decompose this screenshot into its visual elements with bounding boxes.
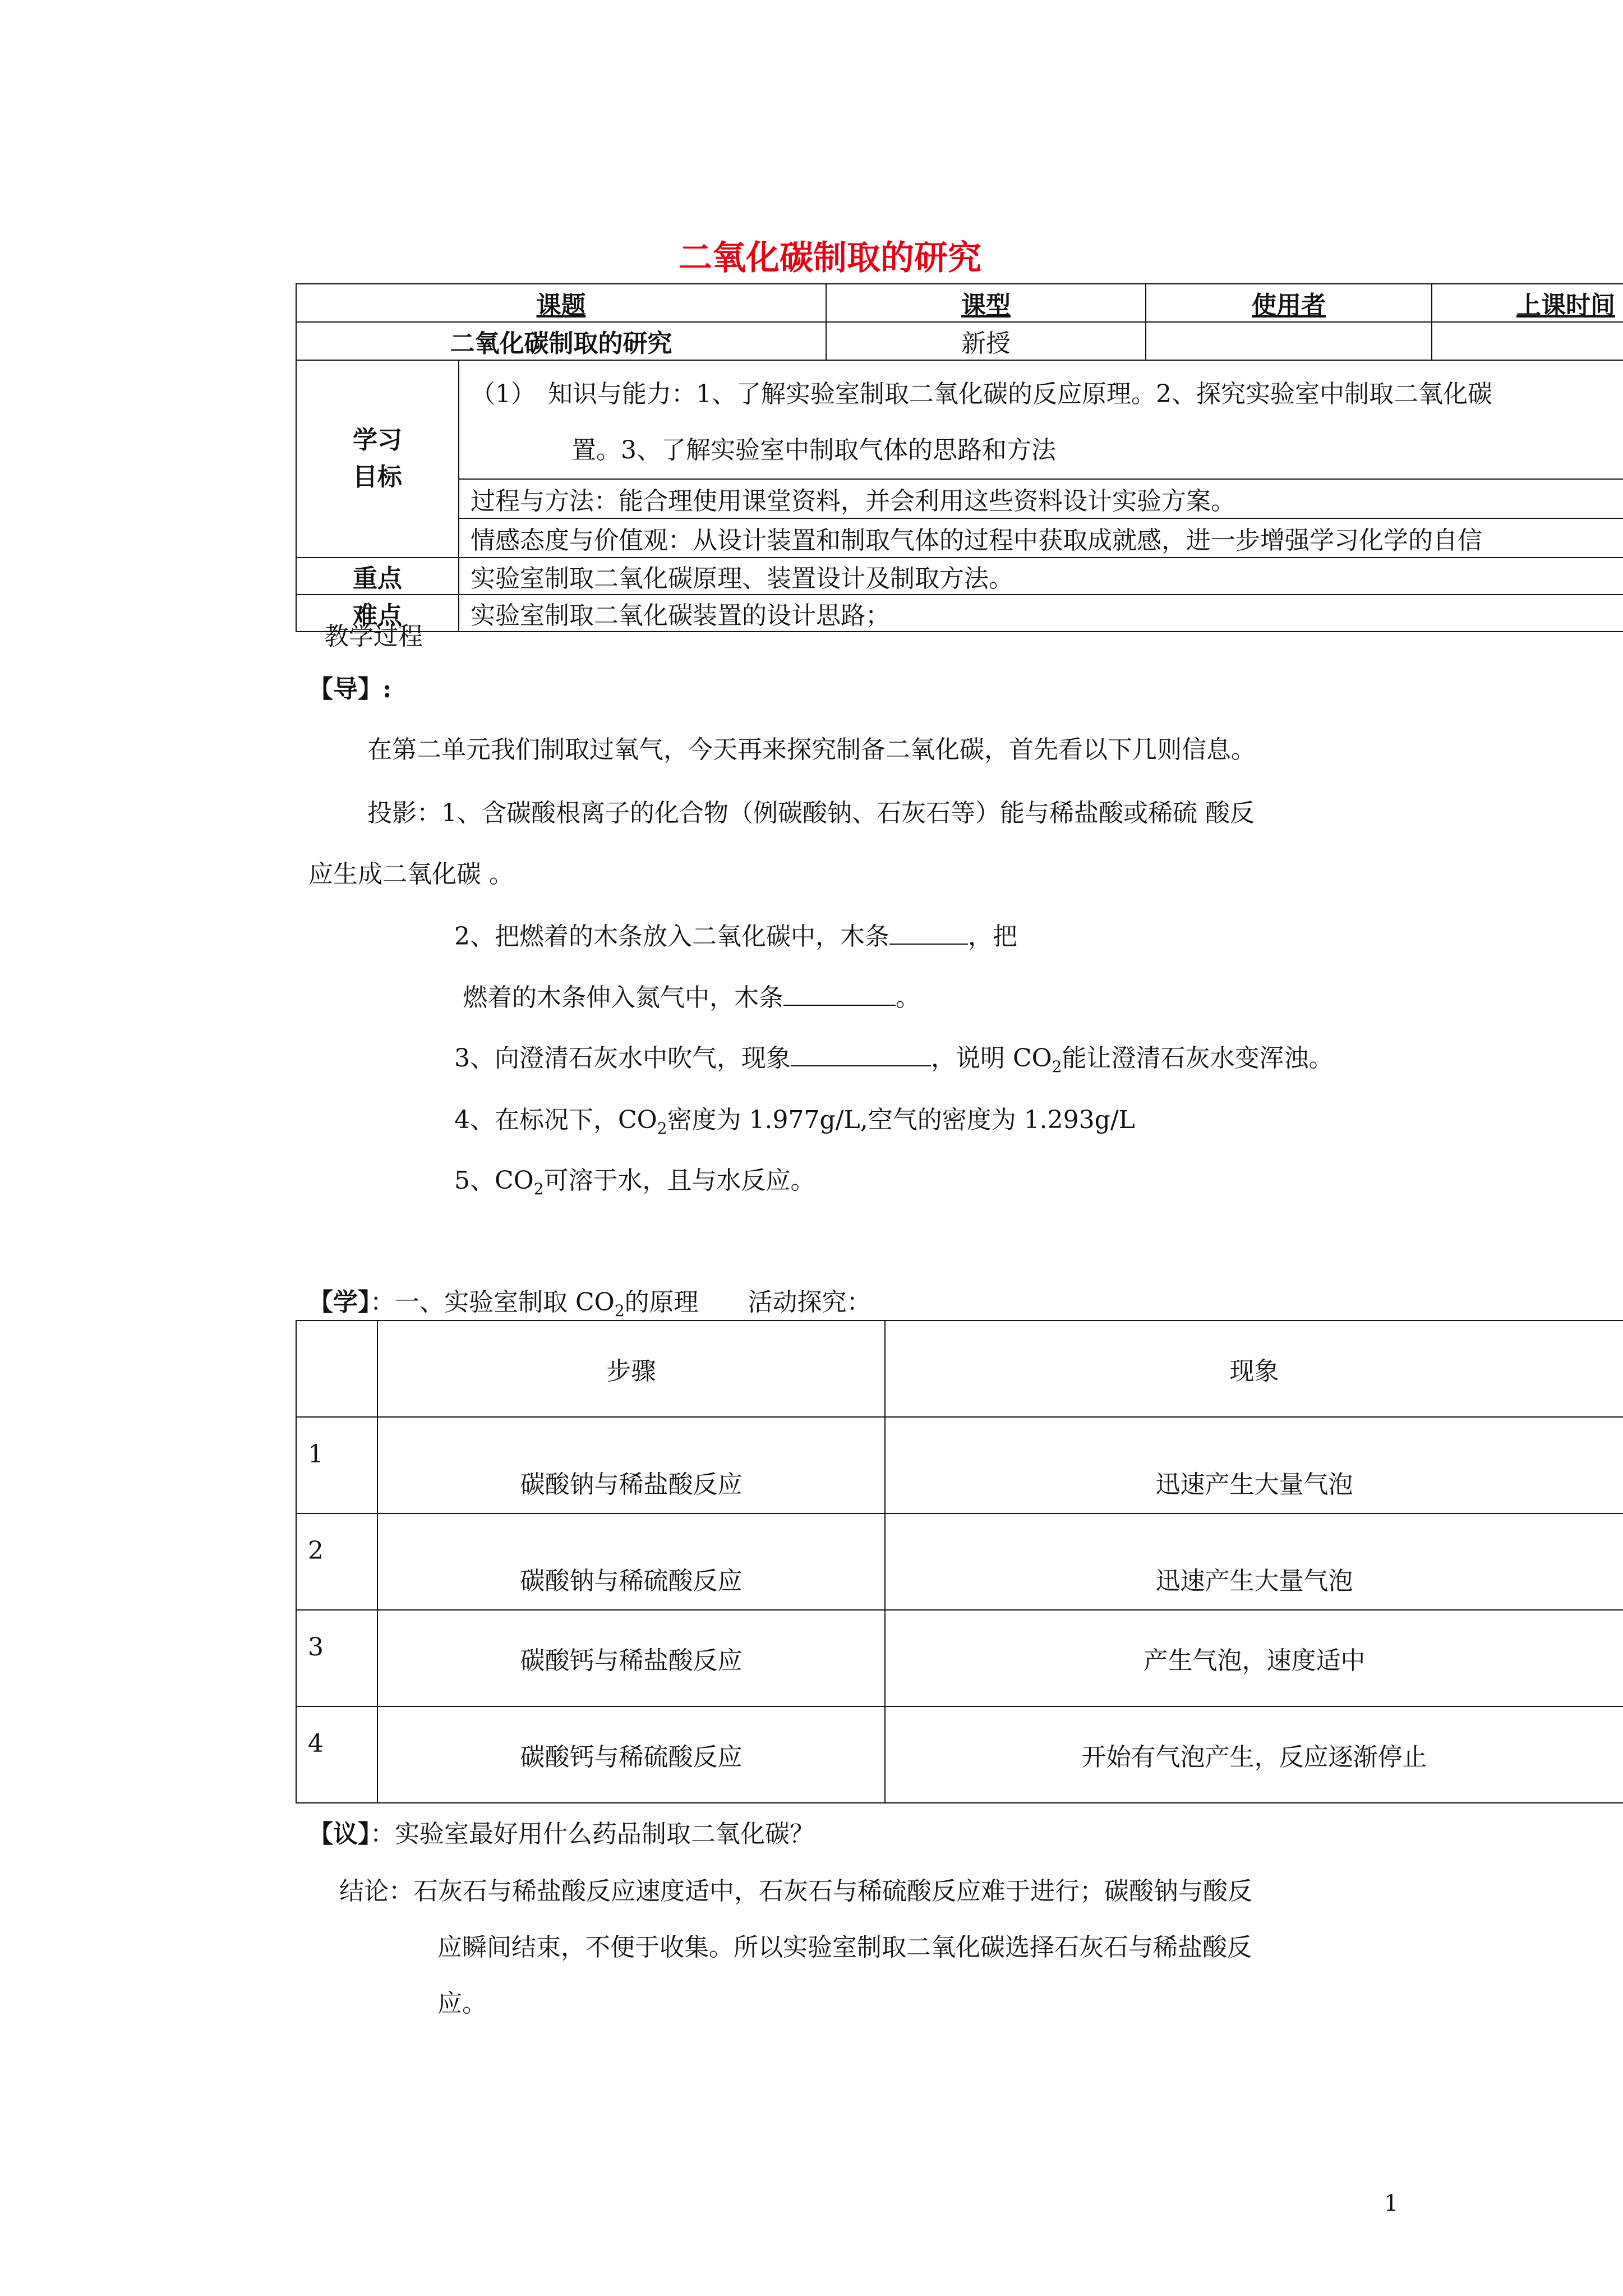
guide-item-2-line-2 (463, 977, 920, 1013)
co2-subscript: 2 (614, 1301, 625, 1320)
discuss-question (308, 1814, 814, 1849)
user-value (1146, 322, 1432, 360)
header-type: 课型 (826, 284, 1146, 322)
guide-item-2-end: ，把 (968, 922, 1017, 951)
lesson-info-table (296, 283, 1623, 632)
guide-item-2-line-1 (454, 916, 1017, 952)
guide-item-5-text: 5、CO (454, 1166, 534, 1195)
exp-header-step: 步骤 (377, 1320, 885, 1417)
guide-item-2b-text: 燃着的木条伸入氮气中，木条 (463, 983, 783, 1012)
type-value: 新授 (826, 322, 1146, 360)
guide-intro: 在第二单元我们制取过氧气，今天再来探究制备二氧化碳，首先看以下几则信息。 (367, 735, 1256, 764)
answer-blank-3 (791, 1041, 931, 1066)
exp-row-step: 碳酸钠与稀硫酸反应 (377, 1513, 885, 1610)
experiment-table (296, 1320, 1623, 1803)
exp-row-num: 1 (296, 1417, 377, 1513)
goal-knowledge-line-2: 置。3、了解实验室中制取气体的思路和方法 (571, 436, 1056, 464)
guide-item-4-end: 密度为 1.977g/L,空气的密度为 1.293g/L (667, 1106, 1135, 1134)
goal-knowledge (459, 360, 1623, 479)
co2-subscript: 2 (657, 1119, 667, 1138)
learn-text-end: 的原理 活动探究： (624, 1288, 872, 1317)
key-point-label: 重点 (296, 558, 459, 595)
goals-label (296, 360, 459, 558)
co2-subscript: 2 (533, 1179, 544, 1198)
guide-item-3-end: 能让澄清石灰水变浑浊。 (1062, 1044, 1334, 1073)
guide-item-4 (454, 1099, 1135, 1138)
guide-item-1-line-2: 应生成二氧化碳 。 (308, 860, 514, 889)
exp-header-num (296, 1320, 377, 1417)
answer-blank-1 (889, 919, 968, 945)
guide-item-5-end: 可溶于水，且与水反应。 (543, 1166, 815, 1195)
learn-heading (308, 1282, 872, 1320)
exp-row-step: 碳酸钙与稀硫酸反应 (377, 1706, 885, 1803)
difficult-point-text: 实验室制取二氧化碳装置的设计思路； (459, 595, 1623, 632)
exp-row-num: 3 (296, 1610, 377, 1706)
guide-item-3 (454, 1038, 1334, 1076)
exp-row-num: 2 (296, 1513, 377, 1610)
conclusion-line-1: 结论：石灰石与稀盐酸反应速度适中，石灰石与稀硫酸反应难于进行；碳酸钠与酸反 (339, 1877, 1252, 1906)
header-user: 使用者 (1146, 284, 1432, 322)
exp-header-phenomenon: 现象 (885, 1320, 1623, 1417)
exp-row-phenomenon: 开始有气泡产生，反应逐渐停止 (885, 1706, 1623, 1803)
goals-label-line-2: 目标 (353, 463, 402, 491)
difficult-point-label: 难点 (296, 595, 459, 632)
guide-item-3-text: 3、向澄清石灰水中吹气，现象 (454, 1044, 791, 1073)
goal-attitude: 情感态度与价值观：从设计装置和制取气体的过程中获取成就感，进一步增强学习化学的自信 (459, 518, 1623, 558)
learn-label: 【学】 (308, 1288, 370, 1317)
exp-row-phenomenon: 迅速产生大量气泡 (885, 1513, 1623, 1610)
process-heading: 教学过程 (324, 622, 423, 651)
guide-item-2b-end: 。 (896, 983, 920, 1012)
time-value (1432, 322, 1623, 360)
answer-blank-2 (783, 980, 896, 1006)
header-time: 上课时间 (1432, 284, 1623, 322)
page-title: 二氧化碳制取的研究 (679, 238, 981, 278)
table-row (296, 1610, 1623, 1706)
guide-item-3-middle: ，说明 CO (931, 1044, 1052, 1073)
guide-label: 【导】: (308, 675, 392, 703)
exp-row-phenomenon: 产生气泡，速度适中 (885, 1610, 1623, 1706)
goal-method: 过程与方法：能合理使用课堂资料，并会利用这些资料设计实验方案。 (459, 479, 1623, 518)
table-row (296, 1513, 1623, 1610)
topic-value: 二氧化碳制取的研究 (296, 322, 826, 360)
conclusion-line-2: 应瞬间结束，不便于收集。所以实验室制取二氧化碳选择石灰石与稀盐酸反 (437, 1933, 1252, 1962)
discuss-label: 【议】 (308, 1820, 370, 1848)
header-topic: 课题 (296, 284, 826, 322)
guide-item-5 (454, 1160, 815, 1198)
learn-text: ：一、实验室制取 CO (370, 1288, 615, 1317)
key-point-text: 实验室制取二氧化碳原理、装置设计及制取方法。 (459, 558, 1623, 595)
guide-item-4-text: 4、在标况下，CO (454, 1106, 657, 1134)
goals-label-line-1: 学习 (353, 426, 402, 454)
table-row (296, 1417, 1623, 1513)
discuss-question-text: ：实验室最好用什么药品制取二氧化碳？ (370, 1820, 814, 1848)
table-row (296, 1706, 1623, 1803)
exp-row-step: 碳酸钠与稀盐酸反应 (377, 1417, 885, 1513)
co2-subscript: 2 (1052, 1057, 1062, 1076)
guide-item-2-text: 2、把燃着的木条放入二氧化碳中，木条 (454, 922, 889, 951)
goal-knowledge-line-1: （1） 知识与能力：1、了解实验室制取二氧化碳的反应原理。2、探究实验室中制取二氧化碳 (471, 380, 1492, 408)
exp-row-num: 4 (296, 1706, 377, 1803)
exp-row-phenomenon: 迅速产生大量气泡 (885, 1417, 1623, 1513)
exp-row-step: 碳酸钙与稀盐酸反应 (377, 1610, 885, 1706)
page-number: 1 (1384, 2191, 1399, 2216)
guide-item-1-line-1: 投影：1、含碳酸根离子的化合物（例碳酸钠、石灰石等）能与稀盐酸或稀硫 酸反 (367, 799, 1255, 827)
conclusion-line-3: 应。 (437, 1989, 487, 2018)
